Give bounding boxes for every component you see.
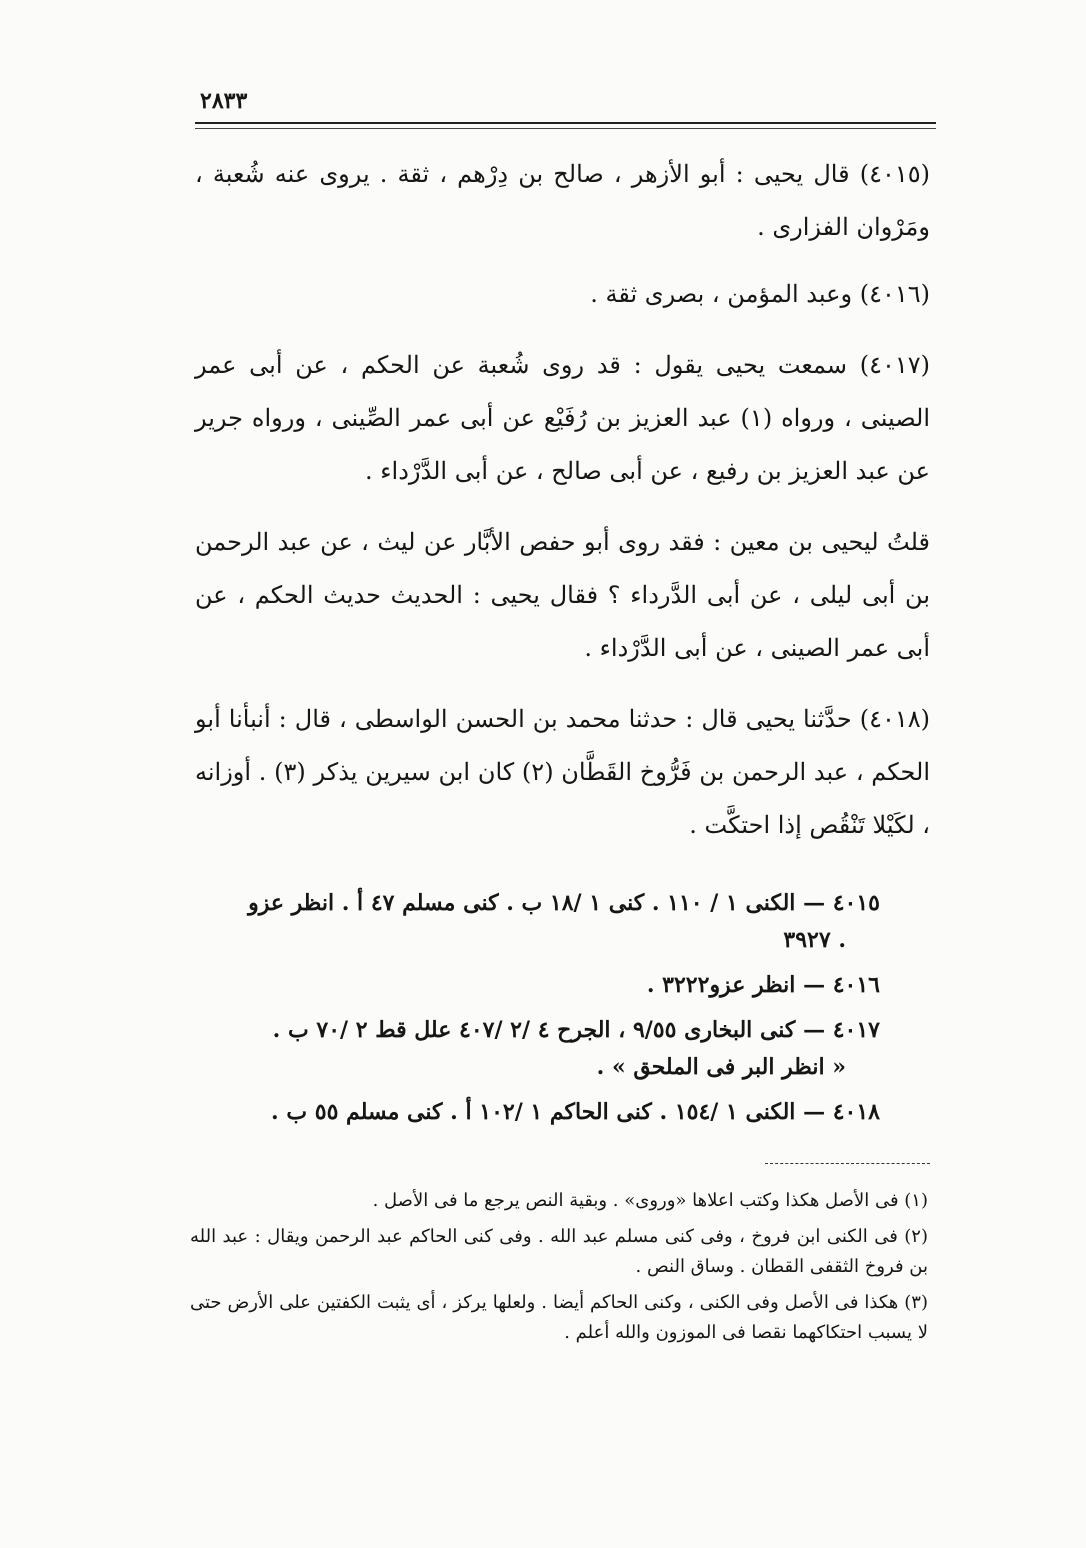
entry-4016: (٤٠١٦) وعبد المؤمن ، بصرى ثقة . [590, 280, 930, 308]
references-section [215, 885, 880, 1139]
reference-text: ٤٠١٧ — كنى البخارى ٩/٥٥ ، الجرح ٤ /٢ /٤٠٧ علل قط ٢ /٧٠ ب . [272, 1017, 880, 1043]
main-text [195, 148, 930, 870]
reference-text: ٤٠١٦ — انظر عزو٣٢٢٢ . [646, 972, 880, 998]
reference-4017 [215, 1012, 880, 1086]
footnote-rule [765, 1163, 930, 1164]
entry-4017: (٤٠١٧) سمعت يحيى يقول : قد روى شُعبة عن الحكم ، عن أبى عمر الصينى ، ورواه (١) عبد العزيز بن رُفَيْع عن أبى عمر الصِّينى ، ورواه جرير عن عبد العزيز بن رفيع ، عن أبى صالح ، عن أبى الدَّرْداء . [195, 351, 931, 485]
reference-text: ٤٠١٥ — الكنى ١ / ١١٠ . كنى ١ /١٨ ب . كنى مسلم ٤٧ أ . انظر عزو [248, 890, 880, 916]
entry-4015: (٤٠١٥) قال يحيى : أبو الأزهر ، صالح بن دِرْهم ، ثقة . يروى عنه شُعبة ، ومَرْوان الفزارى . [195, 160, 930, 241]
footnote-2: (٢) فى الكنى ابن فروخ ، وفى كنى مسلم عبد الله . وفى كنى الحاكم عبد الرحمن ويقال : عبد الله بن فروخ الثقفى القطان . وساق النص . [190, 1226, 928, 1277]
reference-4015 [215, 885, 880, 959]
reference-text: ٤٠١٨ — الكنى ١ /١٥٤ . كنى الحاكم ١ /١٠٢ أ . كنى مسلم ٥٥ ب . [271, 1099, 880, 1125]
reference-continuation: . ٣٩٢٧ [783, 927, 846, 953]
footnote-3: (٣) هكذا فى الأصل وفى الكنى ، وكنى الحاكم أيضا . ولعلها يركز ، أى يثبت الكفتين على الأرض حتى لا يسبب احتكاكهما نقصا فى الموزون والله أعلم . [190, 1292, 928, 1343]
reference-4016 [215, 967, 880, 1004]
reference-4018 [215, 1094, 880, 1131]
page-number: ٢٨٣٣ [200, 88, 248, 114]
header-rule [195, 122, 936, 124]
header-rule-thin [195, 128, 936, 129]
entry-4017-continued: قلتُ ليحيى بن معين : فقد روى أبو حفص الأبَّار عن ليث ، عن عبد الرحمن بن أبى ليلى ، عن أبى الدَّرداء ؟ فقال يحيى : الحديث حديث الحكم ، عن أبى عمر الصينى ، عن أبى الدَّرْداء . [195, 528, 930, 662]
footnotes-section [190, 1186, 928, 1354]
reference-continuation: « انظر البر فى الملحق » . [596, 1054, 846, 1080]
entry-4018: (٤٠١٨) حدَّثنا يحيى قال : حدثنا محمد بن الحسن الواسطى ، قال : أنبأنا أبو الحكم ، عبد الرحمن بن فَرُّوخ القَطَّان (٢) كان ابن سيرين يذكر (٣) . أوزانه ، لكَيْلا تَنْقُص إذا احتكَّت . [195, 705, 930, 839]
footnote-1: (١) فى الأصل هكذا وكتب اعلاها «وروى» . وبقية النص يرجع ما فى الأصل . [372, 1190, 928, 1211]
